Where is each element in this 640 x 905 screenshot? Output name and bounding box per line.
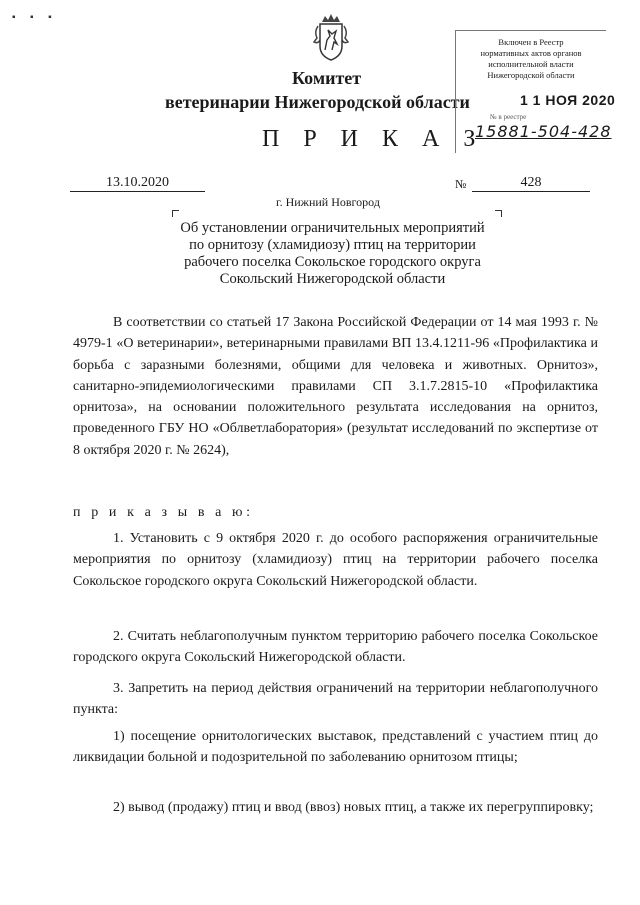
- order-city: г. Нижний Новгород: [276, 195, 380, 209]
- order-subitem-1: 1) посещение орнитологических выставок, представлений с участием птиц до ликвидации больной и подозрительной по заболеванию орнитозом птицы;: [73, 729, 598, 766]
- title-line: Сокольский Нижегородской области: [219, 271, 446, 287]
- order-item-3: 3. Запретить на период действия ограничений на территории неблагополучного пункта:: [73, 681, 598, 718]
- title-line: Об установлении ограничительных мероприятий: [180, 220, 485, 236]
- title-corner-left: [172, 210, 179, 217]
- org-name-line2: ветеринарии Нижегородской области: [165, 92, 470, 112]
- stamp-date: 1 1 НОЯ 2020: [520, 92, 616, 108]
- preamble-paragraph: В соответствии со статьей 17 Закона Российской Федерации от 14 мая 1993 г. № 4979-1 «О ветеринарии», ветеринарными правилами ВП 13.4.1211-96 «Профилактика и борьба с заразными болезнями, общими для человека и животных. Орнитоз», санитарно-эпидемиологическими правилами СП 3.1.7.2815-10 «Профилактика орнитоза», на основании положительного результата исследования на орнитоз, проведенного ГБУ НО «Облветлаборатория» (результат исследований по экспертизе от 8 октября 2020 г. № 2624),: [73, 315, 598, 458]
- title-line: по орнитозу (хламидиозу) птиц на территории: [189, 237, 476, 253]
- order-item-2: 2. Считать неблагополучным пунктом территорию рабочего поселка Сокольское городского округа Сокольский Нижегородской области.: [73, 629, 598, 666]
- coat-of-arms-icon: [308, 12, 354, 64]
- stamp-line: Нижегородской области: [487, 70, 575, 80]
- order-date: 13.10.2020: [70, 175, 205, 192]
- order-item-1: 1. Установить с 9 октября 2020 г. до особого распоряжения ограничительные мероприятия по орнитозу (хламидиозу) птиц на территории рабочего поселка Сокольское городского округа Сокольский Нижегородской области.: [73, 531, 598, 589]
- order-number-label: №: [455, 177, 467, 191]
- stamp-line: Включен в Реестр: [498, 37, 564, 47]
- order-word: п р и к а з ы в а ю:: [73, 505, 254, 520]
- scan-marks: ▪ ▪ ▪: [12, 12, 58, 23]
- title-line: рабочего поселка Сокольское городского округа: [184, 254, 481, 270]
- stamp-line: исполнительной власти: [488, 59, 574, 69]
- order-number: 428: [472, 175, 590, 192]
- title-corner-right: [495, 210, 502, 217]
- order-subitem-2: 2) вывод (продажу) птиц и ввод (ввоз) новых птиц, а также их перегруппировку;: [113, 800, 594, 815]
- stamp-reg-label: № в реестре: [490, 113, 527, 121]
- document-type: П Р И К А З: [262, 126, 485, 152]
- order-title: [165, 220, 500, 288]
- stamp-line: нормативных актов органов: [480, 48, 582, 58]
- org-name-line1: Комитет: [292, 68, 362, 88]
- stamp-reg-number: 15881-504-428: [475, 122, 612, 141]
